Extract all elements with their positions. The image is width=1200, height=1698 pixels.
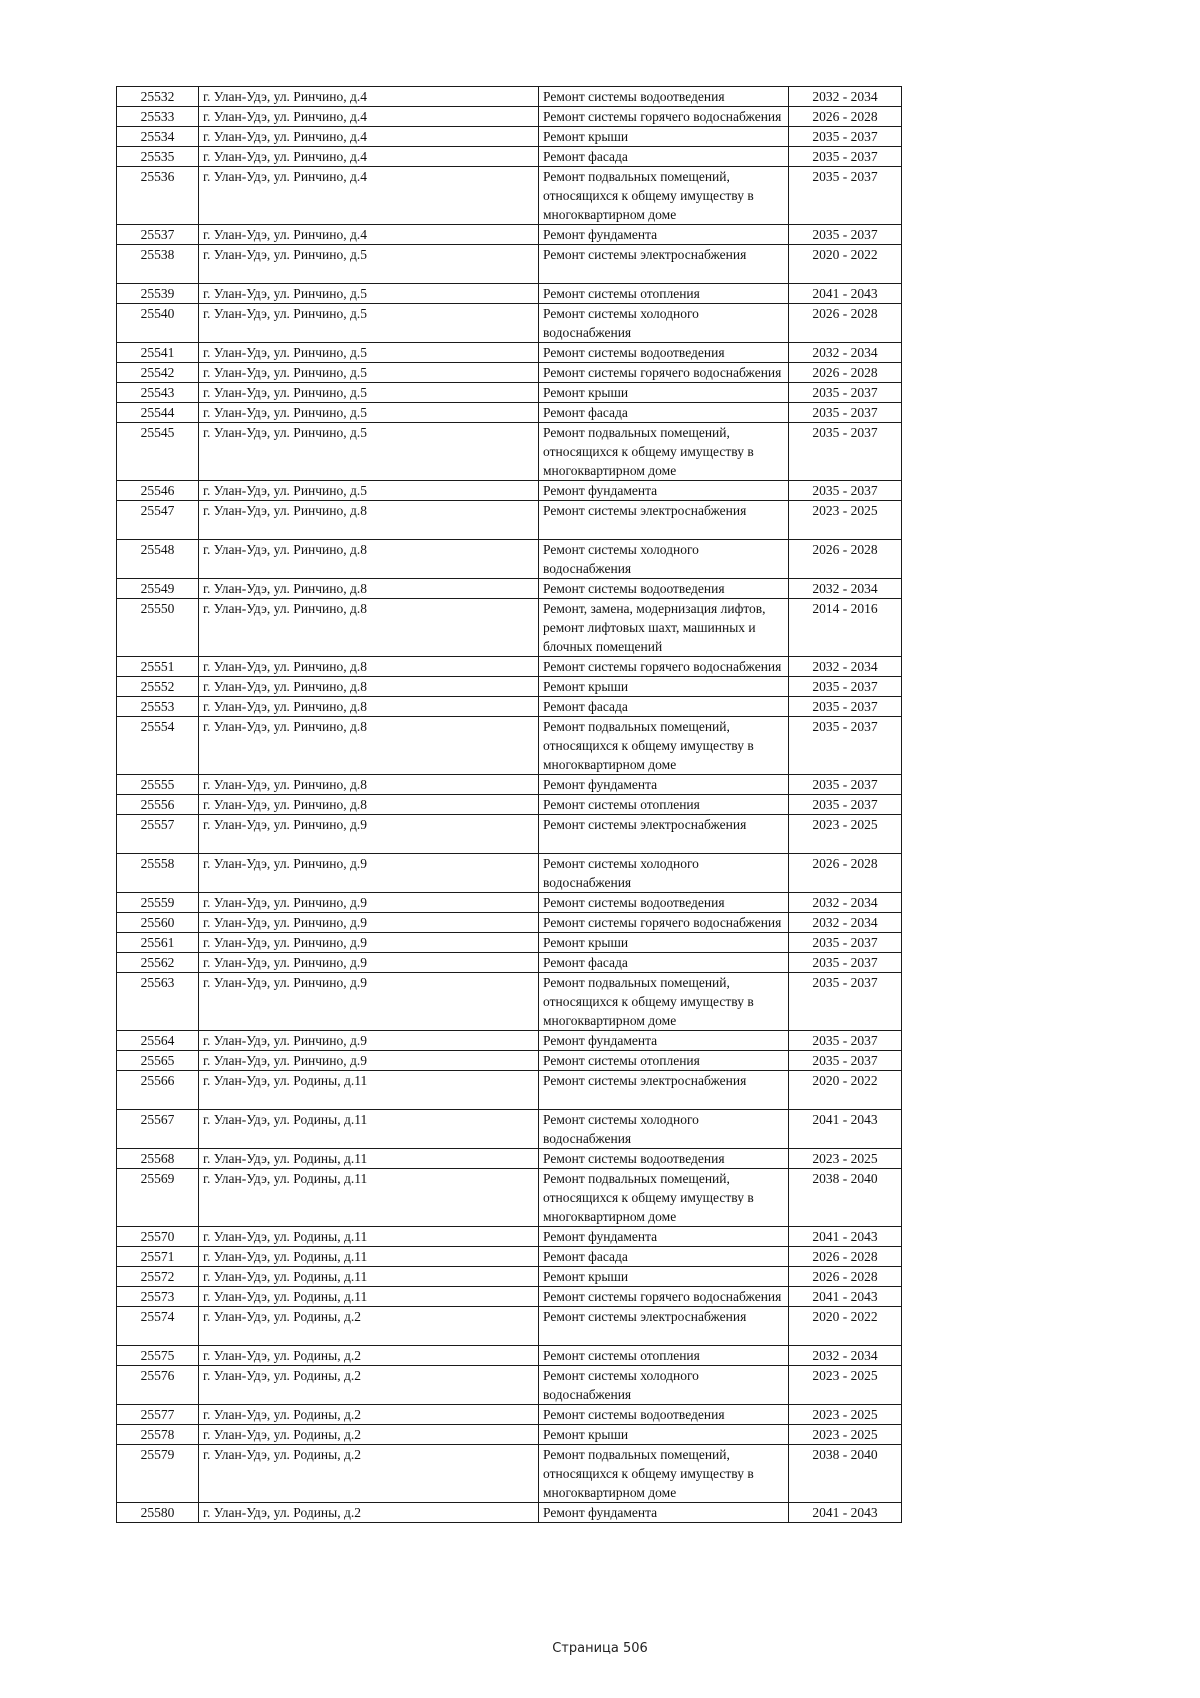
row-number-cell: 25570 <box>117 1227 199 1247</box>
period-cell: 2035 - 2037 <box>789 697 902 717</box>
row-number-cell: 25566 <box>117 1071 199 1110</box>
address-cell: г. Улан-Удэ, ул. Ринчино, д.8 <box>199 657 539 677</box>
period-cell: 2035 - 2037 <box>789 147 902 167</box>
table-row <box>117 697 902 717</box>
work-type-cell: Ремонт фундамента <box>539 1031 789 1051</box>
address-cell: г. Улан-Удэ, ул. Ринчино, д.8 <box>199 795 539 815</box>
work-type-cell: Ремонт фундамента <box>539 1503 789 1523</box>
table-row <box>117 1247 902 1267</box>
address-cell: г. Улан-Удэ, ул. Ринчино, д.9 <box>199 854 539 893</box>
address-cell: г. Улан-Удэ, ул. Ринчино, д.5 <box>199 363 539 383</box>
period-cell: 2035 - 2037 <box>789 717 902 775</box>
table-row <box>117 953 902 973</box>
row-number-cell: 25575 <box>117 1346 199 1366</box>
period-cell: 2035 - 2037 <box>789 167 902 225</box>
period-cell: 2035 - 2037 <box>789 775 902 795</box>
period-cell: 2023 - 2025 <box>789 815 902 854</box>
row-number-cell: 25563 <box>117 973 199 1031</box>
work-type-cell: Ремонт системы холодного водоснабжения <box>539 304 789 343</box>
work-type-cell: Ремонт системы электроснабжения <box>539 245 789 284</box>
period-cell: 2038 - 2040 <box>789 1169 902 1227</box>
period-cell: 2035 - 2037 <box>789 481 902 501</box>
address-cell: г. Улан-Удэ, ул. Родины, д.11 <box>199 1227 539 1247</box>
work-type-cell: Ремонт фундамента <box>539 225 789 245</box>
address-cell: г. Улан-Удэ, ул. Ринчино, д.9 <box>199 953 539 973</box>
period-cell: 2020 - 2022 <box>789 1071 902 1110</box>
row-number-cell: 25542 <box>117 363 199 383</box>
period-cell: 2032 - 2034 <box>789 657 902 677</box>
address-cell: г. Улан-Удэ, ул. Родины, д.2 <box>199 1307 539 1346</box>
period-cell: 2020 - 2022 <box>789 1307 902 1346</box>
table-row <box>117 1031 902 1051</box>
work-type-cell: Ремонт системы водоотведения <box>539 893 789 913</box>
table-row <box>117 657 902 677</box>
row-number-cell: 25574 <box>117 1307 199 1346</box>
period-cell: 2020 - 2022 <box>789 245 902 284</box>
work-type-cell: Ремонт системы горячего водоснабжения <box>539 657 789 677</box>
period-cell: 2035 - 2037 <box>789 383 902 403</box>
table-row <box>117 1405 902 1425</box>
table-row <box>117 599 902 657</box>
row-number-cell: 25546 <box>117 481 199 501</box>
table-row <box>117 343 902 363</box>
table-row <box>117 304 902 343</box>
work-type-cell: Ремонт подвальных помещений, относящихся к общему имуществу в многоквартирном доме <box>539 167 789 225</box>
work-type-cell: Ремонт системы холодного водоснабжения <box>539 1366 789 1405</box>
row-number-cell: 25547 <box>117 501 199 540</box>
work-type-cell: Ремонт фасада <box>539 1247 789 1267</box>
address-cell: г. Улан-Удэ, ул. Ринчино, д.4 <box>199 107 539 127</box>
address-cell: г. Улан-Удэ, ул. Ринчино, д.4 <box>199 87 539 107</box>
table-row <box>117 815 902 854</box>
period-cell: 2032 - 2034 <box>789 87 902 107</box>
period-cell: 2023 - 2025 <box>789 1425 902 1445</box>
work-type-cell: Ремонт фундамента <box>539 481 789 501</box>
address-cell: г. Улан-Удэ, ул. Ринчино, д.9 <box>199 1031 539 1051</box>
period-cell: 2026 - 2028 <box>789 1247 902 1267</box>
table-body <box>117 87 902 1523</box>
period-cell: 2026 - 2028 <box>789 1267 902 1287</box>
table-row <box>117 579 902 599</box>
row-number-cell: 25576 <box>117 1366 199 1405</box>
work-type-cell: Ремонт системы горячего водоснабжения <box>539 107 789 127</box>
work-type-cell: Ремонт системы электроснабжения <box>539 501 789 540</box>
address-cell: г. Улан-Удэ, ул. Ринчино, д.8 <box>199 775 539 795</box>
address-cell: г. Улан-Удэ, ул. Родины, д.2 <box>199 1366 539 1405</box>
address-cell: г. Улан-Удэ, ул. Родины, д.11 <box>199 1287 539 1307</box>
period-cell: 2038 - 2040 <box>789 1445 902 1503</box>
address-cell: г. Улан-Удэ, ул. Ринчино, д.5 <box>199 245 539 284</box>
period-cell: 2032 - 2034 <box>789 579 902 599</box>
table-row <box>117 893 902 913</box>
table-row <box>117 127 902 147</box>
work-type-cell: Ремонт системы отопления <box>539 1051 789 1071</box>
row-number-cell: 25539 <box>117 284 199 304</box>
period-cell: 2035 - 2037 <box>789 1051 902 1071</box>
period-cell: 2035 - 2037 <box>789 127 902 147</box>
page-number: Страница 506 <box>552 1641 648 1656</box>
work-type-cell: Ремонт крыши <box>539 677 789 697</box>
row-number-cell: 25541 <box>117 343 199 363</box>
work-type-cell: Ремонт фасада <box>539 953 789 973</box>
row-number-cell: 25557 <box>117 815 199 854</box>
address-cell: г. Улан-Удэ, ул. Ринчино, д.4 <box>199 127 539 147</box>
row-number-cell: 25558 <box>117 854 199 893</box>
period-cell: 2041 - 2043 <box>789 1110 902 1149</box>
address-cell: г. Улан-Удэ, ул. Ринчино, д.5 <box>199 304 539 343</box>
period-cell: 2035 - 2037 <box>789 933 902 953</box>
work-type-cell: Ремонт системы отопления <box>539 795 789 815</box>
work-type-cell: Ремонт системы горячего водоснабжения <box>539 1287 789 1307</box>
address-cell: г. Улан-Удэ, ул. Родины, д.2 <box>199 1346 539 1366</box>
address-cell: г. Улан-Удэ, ул. Ринчино, д.5 <box>199 423 539 481</box>
table-row <box>117 363 902 383</box>
period-cell: 2032 - 2034 <box>789 893 902 913</box>
row-number-cell: 25560 <box>117 913 199 933</box>
period-cell: 2041 - 2043 <box>789 1503 902 1523</box>
row-number-cell: 25549 <box>117 579 199 599</box>
work-type-cell: Ремонт системы электроснабжения <box>539 815 789 854</box>
work-type-cell: Ремонт системы водоотведения <box>539 87 789 107</box>
row-number-cell: 25548 <box>117 540 199 579</box>
work-type-cell: Ремонт системы отопления <box>539 284 789 304</box>
table-row <box>117 1071 902 1110</box>
row-number-cell: 25564 <box>117 1031 199 1051</box>
row-number-cell: 25540 <box>117 304 199 343</box>
address-cell: г. Улан-Удэ, ул. Родины, д.11 <box>199 1110 539 1149</box>
address-cell: г. Улан-Удэ, ул. Родины, д.11 <box>199 1169 539 1227</box>
address-cell: г. Улан-Удэ, ул. Ринчино, д.8 <box>199 697 539 717</box>
work-type-cell: Ремонт крыши <box>539 933 789 953</box>
address-cell: г. Улан-Удэ, ул. Ринчино, д.9 <box>199 893 539 913</box>
table-row <box>117 225 902 245</box>
row-number-cell: 25562 <box>117 953 199 973</box>
table-row <box>117 1307 902 1346</box>
work-type-cell: Ремонт подвальных помещений, относящихся к общему имуществу в многоквартирном доме <box>539 717 789 775</box>
row-number-cell: 25536 <box>117 167 199 225</box>
address-cell: г. Улан-Удэ, ул. Ринчино, д.4 <box>199 147 539 167</box>
work-type-cell: Ремонт подвальных помещений, относящихся к общему имуществу в многоквартирном доме <box>539 1445 789 1503</box>
table-row <box>117 973 902 1031</box>
period-cell: 2041 - 2043 <box>789 1287 902 1307</box>
table-row <box>117 677 902 697</box>
row-number-cell: 25569 <box>117 1169 199 1227</box>
period-cell: 2026 - 2028 <box>789 304 902 343</box>
work-type-cell: Ремонт фундамента <box>539 775 789 795</box>
row-number-cell: 25556 <box>117 795 199 815</box>
work-type-cell: Ремонт крыши <box>539 383 789 403</box>
work-type-cell: Ремонт подвальных помещений, относящихся к общему имуществу в многоквартирном доме <box>539 1169 789 1227</box>
table-row <box>117 1425 902 1445</box>
period-cell: 2032 - 2034 <box>789 343 902 363</box>
address-cell: г. Улан-Удэ, ул. Ринчино, д.9 <box>199 815 539 854</box>
table-row <box>117 1503 902 1523</box>
row-number-cell: 25535 <box>117 147 199 167</box>
period-cell: 2035 - 2037 <box>789 423 902 481</box>
address-cell: г. Улан-Удэ, ул. Ринчино, д.9 <box>199 1051 539 1071</box>
row-number-cell: 25565 <box>117 1051 199 1071</box>
table-row <box>117 775 902 795</box>
row-number-cell: 25544 <box>117 403 199 423</box>
work-type-cell: Ремонт системы водоотведения <box>539 1149 789 1169</box>
period-cell: 2026 - 2028 <box>789 540 902 579</box>
row-number-cell: 25580 <box>117 1503 199 1523</box>
address-cell: г. Улан-Удэ, ул. Ринчино, д.9 <box>199 973 539 1031</box>
period-cell: 2041 - 2043 <box>789 284 902 304</box>
period-cell: 2035 - 2037 <box>789 953 902 973</box>
table-row <box>117 245 902 284</box>
period-cell: 2023 - 2025 <box>789 1149 902 1169</box>
work-type-cell: Ремонт фасада <box>539 403 789 423</box>
address-cell: г. Улан-Удэ, ул. Родины, д.2 <box>199 1405 539 1425</box>
row-number-cell: 25534 <box>117 127 199 147</box>
row-number-cell: 25578 <box>117 1425 199 1445</box>
address-cell: г. Улан-Удэ, ул. Ринчино, д.4 <box>199 167 539 225</box>
work-type-cell: Ремонт системы горячего водоснабжения <box>539 363 789 383</box>
period-cell: 2035 - 2037 <box>789 795 902 815</box>
work-type-cell: Ремонт подвальных помещений, относящихся к общему имуществу в многоквартирном доме <box>539 423 789 481</box>
table-row <box>117 1287 902 1307</box>
period-cell: 2035 - 2037 <box>789 677 902 697</box>
table-row <box>117 107 902 127</box>
address-cell: г. Улан-Удэ, ул. Ринчино, д.5 <box>199 383 539 403</box>
row-number-cell: 25554 <box>117 717 199 775</box>
row-number-cell: 25571 <box>117 1247 199 1267</box>
row-number-cell: 25533 <box>117 107 199 127</box>
work-type-cell: Ремонт фасада <box>539 697 789 717</box>
row-number-cell: 25561 <box>117 933 199 953</box>
row-number-cell: 25551 <box>117 657 199 677</box>
row-number-cell: 25559 <box>117 893 199 913</box>
row-number-cell: 25532 <box>117 87 199 107</box>
address-cell: г. Улан-Удэ, ул. Родины, д.2 <box>199 1425 539 1445</box>
table-row <box>117 1366 902 1405</box>
work-type-cell: Ремонт системы холодного водоснабжения <box>539 854 789 893</box>
table-row <box>117 284 902 304</box>
address-cell: г. Улан-Удэ, ул. Ринчино, д.5 <box>199 284 539 304</box>
work-type-cell: Ремонт системы электроснабжения <box>539 1071 789 1110</box>
address-cell: г. Улан-Удэ, ул. Ринчино, д.8 <box>199 501 539 540</box>
table-row <box>117 87 902 107</box>
period-cell: 2035 - 2037 <box>789 1031 902 1051</box>
work-type-cell: Ремонт крыши <box>539 1267 789 1287</box>
work-type-cell: Ремонт фундамента <box>539 1227 789 1247</box>
row-number-cell: 25545 <box>117 423 199 481</box>
period-cell: 2023 - 2025 <box>789 1366 902 1405</box>
row-number-cell: 25552 <box>117 677 199 697</box>
work-type-cell: Ремонт системы электроснабжения <box>539 1307 789 1346</box>
address-cell: г. Улан-Удэ, ул. Родины, д.11 <box>199 1071 539 1110</box>
table-row <box>117 1267 902 1287</box>
table-row <box>117 1445 902 1503</box>
row-number-cell: 25538 <box>117 245 199 284</box>
row-number-cell: 25577 <box>117 1405 199 1425</box>
work-type-cell: Ремонт крыши <box>539 1425 789 1445</box>
table-row <box>117 913 902 933</box>
work-type-cell: Ремонт системы горячего водоснабжения <box>539 913 789 933</box>
row-number-cell: 25543 <box>117 383 199 403</box>
work-type-cell: Ремонт крыши <box>539 127 789 147</box>
row-number-cell: 25537 <box>117 225 199 245</box>
table-row <box>117 1346 902 1366</box>
address-cell: г. Улан-Удэ, ул. Ринчино, д.4 <box>199 225 539 245</box>
address-cell: г. Улан-Удэ, ул. Ринчино, д.5 <box>199 343 539 363</box>
table-row <box>117 1169 902 1227</box>
period-cell: 2032 - 2034 <box>789 1346 902 1366</box>
table-row <box>117 167 902 225</box>
table-row <box>117 1051 902 1071</box>
work-type-cell: Ремонт системы отопления <box>539 1346 789 1366</box>
work-type-cell: Ремонт фасада <box>539 147 789 167</box>
work-type-cell: Ремонт системы холодного водоснабжения <box>539 1110 789 1149</box>
work-type-cell: Ремонт системы водоотведения <box>539 1405 789 1425</box>
period-cell: 2032 - 2034 <box>789 913 902 933</box>
address-cell: г. Улан-Удэ, ул. Родины, д.11 <box>199 1267 539 1287</box>
table-row <box>117 854 902 893</box>
address-cell: г. Улан-Удэ, ул. Ринчино, д.5 <box>199 481 539 501</box>
period-cell: 2026 - 2028 <box>789 854 902 893</box>
table-row <box>117 540 902 579</box>
row-number-cell: 25567 <box>117 1110 199 1149</box>
period-cell: 2026 - 2028 <box>789 363 902 383</box>
address-cell: г. Улан-Удэ, ул. Родины, д.11 <box>199 1149 539 1169</box>
address-cell: г. Улан-Удэ, ул. Ринчино, д.8 <box>199 717 539 775</box>
table-row <box>117 795 902 815</box>
period-cell: 2014 - 2016 <box>789 599 902 657</box>
period-cell: 2026 - 2028 <box>789 107 902 127</box>
period-cell: 2035 - 2037 <box>789 225 902 245</box>
address-cell: г. Улан-Удэ, ул. Ринчино, д.8 <box>199 599 539 657</box>
period-cell: 2035 - 2037 <box>789 973 902 1031</box>
address-cell: г. Улан-Удэ, ул. Ринчино, д.9 <box>199 913 539 933</box>
period-cell: 2023 - 2025 <box>789 501 902 540</box>
table-row <box>117 717 902 775</box>
address-cell: г. Улан-Удэ, ул. Родины, д.2 <box>199 1503 539 1523</box>
work-type-cell: Ремонт системы водоотведения <box>539 579 789 599</box>
table-row <box>117 403 902 423</box>
table-row <box>117 481 902 501</box>
address-cell: г. Улан-Удэ, ул. Ринчино, д.9 <box>199 933 539 953</box>
address-cell: г. Улан-Удэ, ул. Ринчино, д.5 <box>199 403 539 423</box>
repair-schedule-table <box>116 86 902 1523</box>
row-number-cell: 25553 <box>117 697 199 717</box>
row-number-cell: 25550 <box>117 599 199 657</box>
table-row <box>117 1227 902 1247</box>
row-number-cell: 25579 <box>117 1445 199 1503</box>
row-number-cell: 25555 <box>117 775 199 795</box>
address-cell: г. Улан-Удэ, ул. Ринчино, д.8 <box>199 579 539 599</box>
work-type-cell: Ремонт подвальных помещений, относящихся к общему имуществу в многоквартирном доме <box>539 973 789 1031</box>
table-row <box>117 1110 902 1149</box>
work-type-cell: Ремонт системы водоотведения <box>539 343 789 363</box>
table-row <box>117 383 902 403</box>
work-type-cell: Ремонт системы холодного водоснабжения <box>539 540 789 579</box>
table-row <box>117 1149 902 1169</box>
table-row <box>117 933 902 953</box>
address-cell: г. Улан-Удэ, ул. Ринчино, д.8 <box>199 540 539 579</box>
table-row <box>117 423 902 481</box>
row-number-cell: 25573 <box>117 1287 199 1307</box>
row-number-cell: 25572 <box>117 1267 199 1287</box>
work-type-cell: Ремонт, замена, модернизация лифтов, ремонт лифтовых шахт, машинных и блочных помещений <box>539 599 789 657</box>
period-cell: 2041 - 2043 <box>789 1227 902 1247</box>
row-number-cell: 25568 <box>117 1149 199 1169</box>
address-cell: г. Улан-Удэ, ул. Родины, д.11 <box>199 1247 539 1267</box>
period-cell: 2035 - 2037 <box>789 403 902 423</box>
address-cell: г. Улан-Удэ, ул. Родины, д.2 <box>199 1445 539 1503</box>
table-row <box>117 147 902 167</box>
period-cell: 2023 - 2025 <box>789 1405 902 1425</box>
table-row <box>117 501 902 540</box>
address-cell: г. Улан-Удэ, ул. Ринчино, д.8 <box>199 677 539 697</box>
